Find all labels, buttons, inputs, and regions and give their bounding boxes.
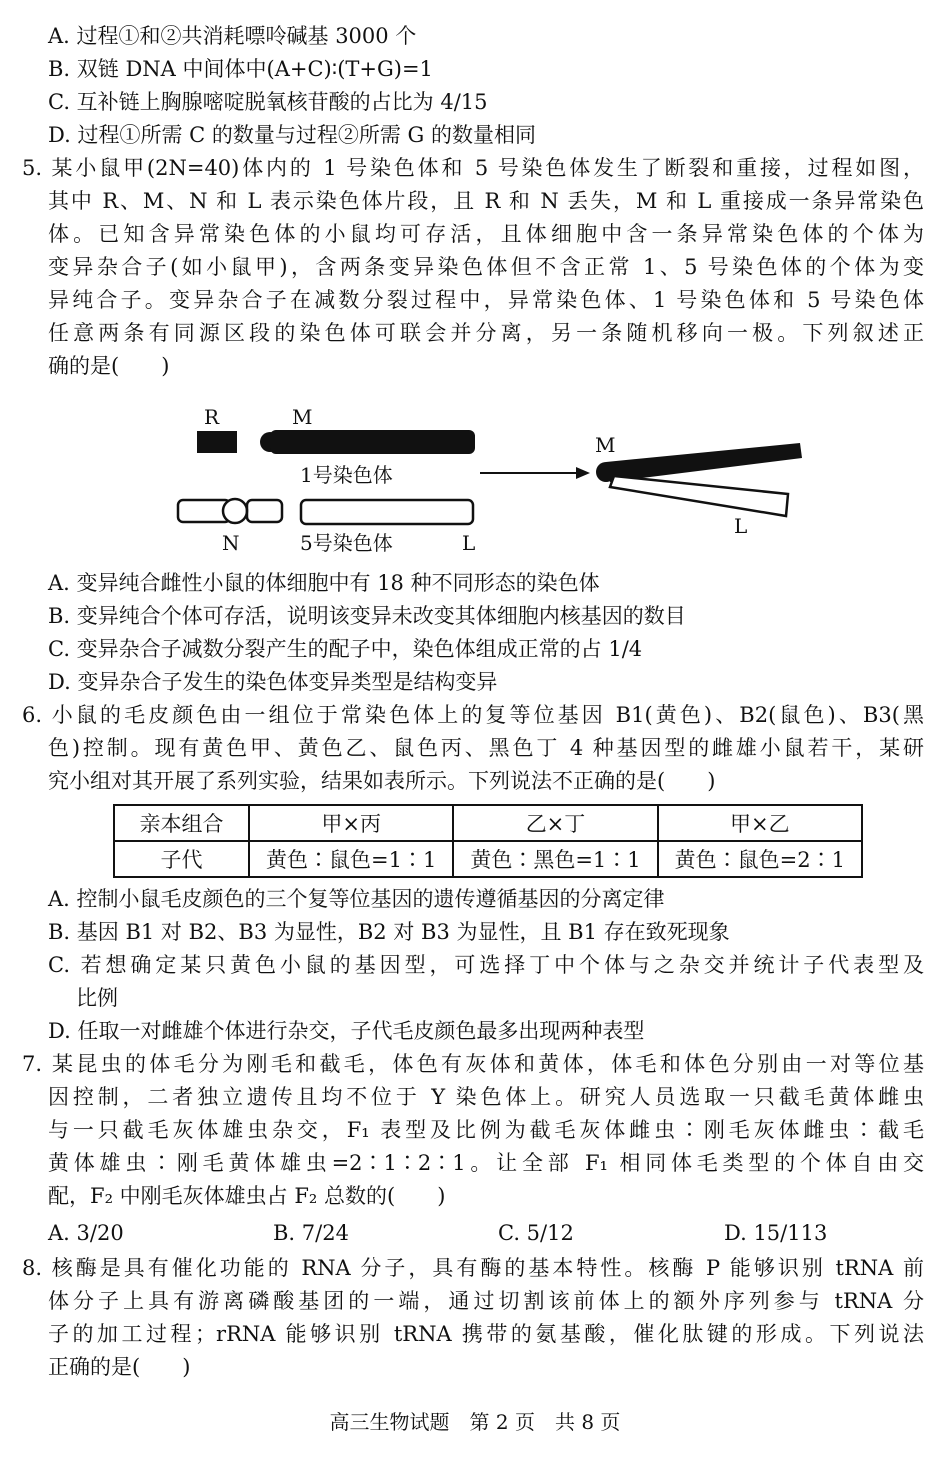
- table-cell: 黄色∶鼠色=1∶1: [249, 841, 453, 877]
- q7-line-2: 因控制，二者独立遗传且均不位于 Y 染色体上。研究人员选取一只截毛黄体雌虫: [48, 1085, 924, 1109]
- q8-line-4: 正确的是( ): [48, 1355, 191, 1379]
- label-r: R: [204, 405, 220, 429]
- q6-option-a: A. 控制小鼠毛皮颜色的三个复等位基因的遗传遵循基因的分离定律: [48, 887, 665, 911]
- q4-option-b: B. 双链 DNA 中间体中(A+C)∶(T+G)=1: [48, 57, 433, 81]
- q7-line-4: 黄体雄虫∶刚毛黄体雄虫=2∶1∶2∶1。让全部 F₁ 相同体毛类型的个体自由交: [48, 1151, 924, 1175]
- label-l-abnormal: L: [734, 514, 748, 538]
- segment-r: [197, 431, 237, 453]
- label-m-abnormal: M: [595, 433, 616, 457]
- q7-line-3: 与一只截毛灰体雄虫杂交，F₁ 表型及比例为截毛灰体雌虫∶刚毛灰体雌虫∶截毛: [48, 1118, 924, 1142]
- q5-line-6: 任意两条有同源区段的染色体可联会并分离，另一条随机移向一极。下列叙述正: [48, 321, 924, 345]
- label-l: L: [462, 531, 476, 555]
- table-header-cell: 甲×乙: [658, 805, 862, 841]
- table-header-cell: 亲本组合: [114, 805, 249, 841]
- q4-option-a: A. 过程①和②共消耗嘌呤碱基 3000 个: [48, 24, 417, 48]
- q5-option-d: D. 变异杂合子发生的染色体变异类型是结构变异: [48, 670, 498, 694]
- table-header-cell: 乙×丁: [453, 805, 657, 841]
- q7-choice-b: B. 7/24: [273, 1221, 349, 1245]
- q5-option-c: C. 变异杂合子减数分裂产生的配子中，染色体组成正常的占 1/4: [48, 637, 643, 661]
- arrow-head: [576, 467, 590, 479]
- page-footer: 高三生物试题 第 2 页 共 8 页: [329, 1410, 621, 1434]
- q7-line-5: 配，F₂ 中刚毛灰体雄虫占 F₂ 总数的( ): [48, 1184, 446, 1208]
- q7-choice-a: A. 3/20: [48, 1221, 124, 1245]
- segment-chr5-short: [247, 500, 282, 522]
- q5-option-a: A. 变异纯合雌性小鼠的体细胞中有 18 种不同形态的染色体: [48, 571, 600, 595]
- q5-line-3: 体。已知含异常染色体的小鼠均可存活，且体细胞中含一条异常染色体的个体为: [48, 222, 924, 246]
- label-chr5: 5号染色体: [300, 531, 393, 555]
- q5-line-7: 确的是( ): [48, 354, 170, 378]
- q5-line-4: 变异杂合子(如小鼠甲)，含两条变异染色体但不含正常 1、5 号染色体的个体为变: [48, 255, 924, 279]
- q6-line-2: 色)控制。现有黄色甲、黄色乙、鼠色丙、黑色丁 4 种基因型的雌雄小鼠若干，某研: [48, 736, 924, 760]
- q5-line-1: 5. 某小鼠甲(2N=40)体内的 1 号染色体和 5 号染色体发生了断裂和重接，过程如图，: [22, 156, 924, 180]
- genotype-table: [113, 804, 863, 878]
- abnormal-segment-m: [606, 443, 802, 482]
- q4-option-d: D. 过程①所需 C 的数量与过程②所需 G 的数量相同: [48, 123, 536, 147]
- q8-line-3: 子的加工过程；rRNA 能够识别 tRNA 携带的氨基酸，催化肽键的形成。下列说法: [48, 1322, 924, 1346]
- table-row: [114, 805, 862, 841]
- q6-option-c-cont: 比例: [76, 986, 118, 1010]
- q6-line-3: 究小组对其开展了系列实验，结果如表所示。下列说法不正确的是( ): [48, 769, 716, 793]
- abnormal-segment-l: [610, 476, 788, 516]
- q6-line-1: 6. 小鼠的毛皮颜色由一组位于常染色体上的复等位基因 B1(黄色)、B2(鼠色)、B3(黑: [22, 703, 924, 727]
- segment-l: [301, 500, 473, 524]
- q5-line-5: 异纯合子。变异杂合子在减数分裂过程中，异常染色体、1 号染色体和 5 号染色体: [48, 288, 924, 312]
- label-chr1: 1号染色体: [300, 463, 393, 487]
- table-cell: 子代: [114, 841, 249, 877]
- q6-option-b: B. 基因 B1 对 B2、B3 为显性，B2 对 B3 为显性，且 B1 存在致死现象: [48, 920, 730, 944]
- table-cell: 黄色∶黑色=1∶1: [453, 841, 657, 877]
- q6-option-c: C. 若想确定某只黄色小鼠的基因型，可选择丁中个体与之杂交并统计子代表型及: [48, 953, 924, 977]
- q7-line-1: 7. 某昆虫的体毛分为刚毛和截毛，体色有灰体和黄体，体毛和体色分别由一对等位基: [22, 1052, 924, 1076]
- table-row: [114, 841, 862, 877]
- q4-option-c: C. 互补链上胸腺嘧啶脱氧核苷酸的占比为 4/15: [48, 90, 488, 114]
- q5-line-2: 其中 R、M、N 和 L 表示染色体片段，且 R 和 N 丢失，M 和 L 重接成一条异常染色: [48, 189, 924, 213]
- q7-choices: [48, 1217, 888, 1249]
- chromosome-diagram: [170, 396, 810, 566]
- q6-option-d: D. 任取一对雌雄个体进行杂交，子代毛皮颜色最多出现两种表型: [48, 1019, 645, 1043]
- q5-option-b: B. 变异纯合个体可存活，说明该变异未改变其体细胞内核基因的数目: [48, 604, 686, 628]
- q7-choice-c: C. 5/12: [498, 1221, 574, 1245]
- segment-m: [270, 430, 475, 454]
- q8-line-1: 8. 核酶是具有催化功能的 RNA 分子，具有酶的基本特性。核酶 P 能够识别 tRNA 前: [22, 1256, 924, 1280]
- table-cell: 黄色∶鼠色=2∶1: [658, 841, 862, 877]
- q8-line-2: 体分子上具有游离磷酸基团的一端，通过切割该前体上的额外序列参与 tRNA 分: [48, 1289, 924, 1313]
- label-m: M: [292, 405, 313, 429]
- label-n: N: [222, 531, 240, 555]
- centromere-5: [223, 499, 247, 523]
- q7-choice-d: D. 15/113: [724, 1221, 828, 1245]
- table-header-cell: 甲×丙: [249, 805, 453, 841]
